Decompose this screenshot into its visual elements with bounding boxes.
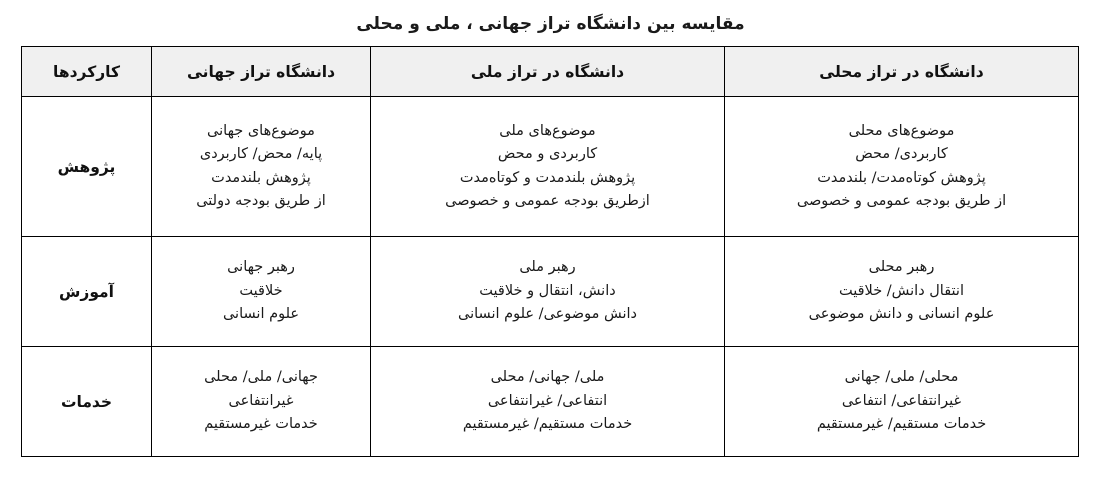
cell-line: ازطریق بودجه عمومی و خصوصی bbox=[445, 192, 650, 209]
cell-line: رهبر جهانی bbox=[227, 259, 295, 276]
cell-line: رهبر ملی bbox=[519, 259, 576, 276]
cell-line: کاربردی/ محض bbox=[855, 146, 948, 163]
row-header-teaching: آموزش bbox=[22, 237, 152, 347]
cell-line: علوم انسانی و دانش موضوعی bbox=[808, 306, 995, 323]
cell-line: انتقال دانش/ خلاقیت bbox=[839, 282, 964, 299]
cell-teaching-global bbox=[152, 237, 371, 347]
cell-line: جهانی/ ملی/ محلی bbox=[204, 369, 318, 386]
cell-line: علوم انسانی bbox=[222, 306, 300, 323]
cell-line: پژوهش بلندمدت و کوتاه‌مدت bbox=[459, 169, 636, 186]
cell-line: دانش موضوعی/ علوم انسانی bbox=[458, 306, 637, 323]
table-row bbox=[22, 347, 1079, 457]
cell-line: پژوهش کوتاه‌مدت/ بلندمدت bbox=[817, 169, 986, 186]
cell-line: از طریق بودجه دولتی bbox=[196, 192, 326, 209]
cell-line: خدمات مستقیم/ غیرمستقیم bbox=[816, 416, 987, 433]
cell-line: انتفاعی/ غیرانتفاعی bbox=[487, 392, 608, 409]
column-header-global-university: دانشگاه تراز جهانی bbox=[152, 47, 371, 97]
cell-service-local bbox=[725, 347, 1079, 457]
cell-line: پایه/ محض/ کاربردی bbox=[199, 146, 323, 163]
table-header bbox=[22, 47, 1079, 97]
row-header-research: پژوهش bbox=[22, 97, 152, 237]
cell-line: خلاقیت bbox=[239, 282, 283, 299]
row-header-service: خدمات bbox=[22, 347, 152, 457]
cell-service-global bbox=[152, 347, 371, 457]
cell-line: غیرانتفاعی/ انتفاعی bbox=[841, 392, 962, 409]
table-header-row bbox=[22, 47, 1079, 97]
cell-line: دانش، انتقال و خلاقیت bbox=[479, 282, 616, 299]
cell-line: ملی/ جهانی/ محلی bbox=[490, 369, 605, 386]
column-header-national-university: دانشگاه در تراز ملی bbox=[371, 47, 725, 97]
cell-research-local bbox=[725, 97, 1079, 237]
cell-line: خدمات مستقیم/ غیرمستقیم bbox=[462, 416, 633, 433]
cell-line: خدمات غیرمستقیم bbox=[204, 416, 318, 433]
cell-line: محلی/ ملی/ جهانی bbox=[844, 369, 959, 386]
cell-line: موضوع‌های محلی bbox=[848, 122, 955, 139]
cell-research-global bbox=[152, 97, 371, 237]
cell-line: موضوع‌های ملی bbox=[499, 122, 596, 139]
cell-service-national bbox=[371, 347, 725, 457]
cell-line: غیرانتفاعی bbox=[228, 392, 294, 409]
cell-line: رهبر محلی bbox=[868, 259, 935, 276]
cell-teaching-national bbox=[371, 237, 725, 347]
comparison-table bbox=[21, 46, 1079, 457]
cell-research-national bbox=[371, 97, 725, 237]
cell-line: کاربردی و محض bbox=[497, 146, 598, 163]
cell-line: پژوهش بلندمدت bbox=[211, 169, 311, 186]
column-header-local-university: دانشگاه در تراز محلی bbox=[725, 47, 1079, 97]
page-title: مقایسه بین دانشگاه تراز جهانی ، ملی و محلی bbox=[356, 14, 745, 34]
table-body bbox=[22, 97, 1079, 457]
cell-line: موضوع‌های جهانی bbox=[207, 122, 315, 139]
cell-teaching-local bbox=[725, 237, 1079, 347]
table-row bbox=[22, 237, 1079, 347]
comparison-table-container bbox=[0, 46, 1101, 457]
column-header-functions: کارکردها bbox=[22, 47, 152, 97]
cell-line: از طریق بودجه عمومی و خصوصی bbox=[796, 192, 1007, 209]
table-row bbox=[22, 97, 1079, 237]
